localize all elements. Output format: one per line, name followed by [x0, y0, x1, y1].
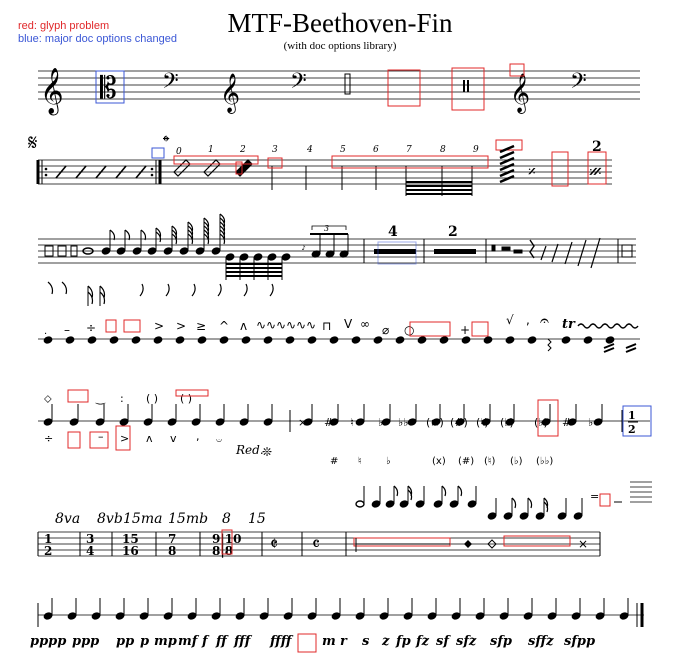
svg-text:○: ○ — [404, 323, 415, 337]
glyph-problem-box — [68, 390, 88, 402]
legend-blue: blue: major doc options changed — [18, 33, 177, 45]
glyph-problem-box — [354, 538, 450, 546]
treble-clef-small-icon: 𝄞 — [510, 73, 531, 113]
dynamic-r: r — [340, 634, 347, 649]
dynamic-notes — [38, 598, 642, 627]
octave-15ma: 15ma — [123, 511, 163, 527]
tuplet-3: 3 — [272, 145, 278, 155]
svg-text:,: , — [526, 313, 530, 327]
staff-system-1 — [38, 71, 640, 99]
ts3-top: 15 — [122, 532, 139, 546]
multirest-4-number: 4 — [388, 224, 398, 240]
svg-text:>: > — [154, 319, 165, 333]
dynamic-fff: fff — [234, 634, 251, 649]
articulation-notes — [43, 311, 638, 352]
svg-text:+: + — [460, 323, 471, 337]
pedal-mark: Red. — [236, 443, 264, 457]
multirest-4 — [374, 249, 416, 254]
dynamic-sf: sf — [436, 634, 449, 649]
svg-text:‿: ‿ — [96, 392, 105, 405]
tuplet-three: 3 — [324, 224, 330, 233]
dynamic-m: m — [322, 634, 336, 649]
common-time-icon: 𝄴 — [312, 534, 321, 555]
svg-text:^: ^ — [219, 319, 230, 333]
bass-clef-icon: 𝄢 — [162, 69, 179, 99]
dynamic-fz: fz — [416, 634, 429, 649]
dynamic-pppp: pppp — [30, 634, 67, 649]
accidentals-below — [330, 456, 553, 467]
ts2-bottom: 4 — [86, 544, 95, 558]
dynamics-row — [0, 634, 680, 654]
dynamic-sfz: sfz — [456, 634, 477, 649]
acc-below-6: (♮) — [484, 456, 496, 467]
perc-clef2-icon — [463, 80, 465, 92]
treble-clef-icon: 𝄞 — [40, 68, 64, 114]
repeat-measure-icon: 𝄎 — [528, 162, 536, 181]
acc-below-1: # — [330, 456, 339, 467]
glyph-problem-box — [388, 70, 420, 106]
page-subtitle: (with doc options library) — [283, 40, 397, 52]
svg-text:÷: ÷ — [44, 432, 54, 445]
svg-text:♭: ♭ — [378, 416, 384, 429]
tuplet-0: 0 — [176, 147, 182, 157]
fermata-icon: 𝄐 — [540, 311, 549, 330]
svg-text:⬦: ⬦ — [44, 392, 52, 405]
acc-below-5: (#) — [458, 456, 475, 467]
svg-text:×: × — [578, 537, 589, 551]
svg-text:1: 1 — [628, 409, 636, 422]
svg-text:∿∿: ∿∿ — [256, 318, 277, 332]
svg-text:( ): ( ) — [146, 392, 159, 405]
svg-text:⌀: ⌀ — [382, 323, 390, 337]
dynamic-ff: ff — [216, 634, 227, 649]
ts1-top: 1 — [44, 532, 53, 546]
tuplet-8: 8 — [440, 145, 446, 155]
svg-text:–: – — [98, 430, 104, 443]
tuplet-9: 9 — [473, 145, 479, 155]
coda-icon: 𝄌 — [163, 132, 170, 153]
ts4-bottom: 8 — [168, 544, 177, 558]
fermata-below-icon: 𝄑 — [216, 434, 223, 447]
dynamic-sffz: sffz — [528, 634, 554, 649]
svg-text:∿∿: ∿∿ — [296, 318, 317, 332]
tuplet-6: 6 — [373, 145, 379, 155]
svg-text:♮: ♮ — [350, 416, 354, 429]
octave-15: 15 — [248, 511, 266, 527]
svg-text:⊓: ⊓ — [322, 319, 332, 333]
ts4-top: 7 — [168, 532, 177, 546]
svg-text:(♭): (♭) — [500, 416, 514, 429]
tuplet-5: 5 — [340, 145, 346, 155]
repeat-two-number: 2 — [592, 139, 602, 155]
svg-text:v: v — [170, 432, 177, 445]
dynamic-sfp: sfp — [490, 634, 513, 649]
svg-text:×: × — [298, 416, 308, 429]
svg-text:∞: ∞ — [360, 317, 370, 331]
glyph-problem-box — [124, 320, 140, 332]
glyph-problem-box — [552, 152, 568, 186]
bass-8vb-clef-icon: 𝄢 — [290, 69, 307, 99]
tuplet-1: 1 — [208, 145, 214, 155]
acc-below-2: ♮ — [358, 456, 362, 467]
tuplet-4: 4 — [307, 145, 313, 155]
standalone-notes — [356, 486, 583, 520]
flag-glyphs — [48, 282, 273, 304]
acc-below-4: (x) — [432, 456, 446, 467]
svg-text:=: = — [590, 490, 600, 503]
dynamic-mp: mp — [154, 634, 177, 649]
tuplet-2: 2 — [240, 145, 246, 155]
acc-below-8: (♭♭) — [536, 456, 554, 467]
dynamic-pp: pp — [116, 634, 135, 649]
rests — [492, 238, 600, 268]
octave-8: 8 — [222, 511, 231, 527]
legend-red: red: glyph problem — [18, 20, 110, 32]
svg-text:(♮): (♮) — [476, 416, 489, 429]
glyph-problem-box — [600, 494, 610, 506]
svg-text:–: – — [64, 323, 70, 337]
acc-below-7: (♭) — [510, 456, 523, 467]
bass-clef-small-icon: 𝄢 — [570, 69, 587, 99]
svg-text:∿∿: ∿∿ — [276, 318, 297, 332]
octave-8va: 8va — [55, 511, 81, 527]
glyph-problem-box — [106, 320, 116, 332]
glyph-problem-box — [504, 536, 570, 546]
dynamic-z: z — [382, 634, 390, 649]
trill-mark: tr — [562, 317, 575, 332]
ts5-top: 9|10 — [212, 532, 242, 546]
svg-text:2: 2 — [628, 423, 636, 436]
glyph-problem-box — [410, 322, 450, 336]
ts2-top: 3 — [86, 532, 95, 546]
dynamic-sfpp: sfpp — [564, 634, 596, 649]
treble-8vb-clef-icon: 𝄞 — [220, 73, 241, 113]
glyph-problem-box — [68, 432, 80, 448]
dynamic-f: f — [202, 634, 208, 649]
svg-text:>: > — [120, 432, 130, 445]
svg-text:#: # — [562, 416, 572, 429]
tuplet-7: 7 — [406, 145, 412, 155]
time-signatures — [44, 532, 241, 558]
page-title: MTF-Beethoven-Fin — [227, 8, 453, 38]
svg-text:ʌ: ʌ — [240, 319, 248, 333]
svg-text:.: . — [44, 326, 48, 337]
tremolo-stack — [500, 146, 514, 182]
svg-text:√: √ — [506, 313, 514, 327]
cut-time-icon: 𝄵 — [270, 534, 279, 555]
svg-text:>: > — [176, 319, 187, 333]
multirest-2-number: 2 — [448, 224, 458, 240]
dynamic-s: s — [362, 634, 370, 649]
segno-icon: 𝄋 — [28, 131, 38, 156]
svg-text::: : — [120, 392, 124, 405]
svg-text:(×): (×) — [426, 416, 444, 429]
staff-system-3 — [38, 239, 636, 263]
svg-text:♭: ♭ — [588, 416, 594, 429]
pedal-up-icon: ❊ — [262, 445, 273, 459]
ts5-bottom: 8|8 — [212, 544, 234, 558]
glyph-problem-box — [268, 158, 282, 168]
dynamic-p: p — [140, 634, 150, 649]
svg-text:V: V — [344, 317, 353, 331]
svg-text:,: , — [196, 430, 200, 443]
repeat-two-measure-icon: 𝄏 — [589, 162, 602, 183]
acc-below-3: ♭ — [386, 456, 391, 467]
dynamic-ppp: ppp — [72, 634, 100, 649]
alto-clef-icon: 𝄡 — [100, 71, 117, 106]
svg-text:( ): ( ) — [180, 392, 193, 405]
ts1-bottom: 2 — [44, 544, 53, 558]
svg-text:♭♭: ♭♭ — [398, 416, 409, 429]
note-values — [45, 214, 349, 280]
svg-text:(♭): (♭) — [534, 416, 548, 429]
grace-note-icon: 𝆔 — [302, 242, 306, 253]
glyph-problem-box — [472, 322, 488, 336]
dynamic-mf: mf — [178, 634, 198, 649]
dynamic-ffff: ffff — [270, 634, 292, 649]
ornament-notes — [43, 390, 651, 467]
svg-text:≥: ≥ — [196, 319, 207, 333]
perc-clef-icon — [345, 74, 350, 94]
staff-system-2 — [38, 160, 612, 184]
dynamic-fp: fp — [396, 634, 411, 649]
svg-text:#: # — [324, 416, 334, 429]
svg-text:ʌ: ʌ — [146, 432, 153, 445]
ledger-lines — [630, 482, 652, 502]
octave-8vb: 8vb — [97, 511, 123, 527]
svg-text:÷: ÷ — [86, 321, 97, 335]
multirest-2 — [434, 249, 476, 254]
tuplet-numbers — [176, 145, 479, 157]
svg-text:(#): (#) — [450, 416, 468, 429]
octave-15mb: 15mb — [168, 511, 209, 527]
ts3-bottom: 16 — [122, 544, 139, 558]
